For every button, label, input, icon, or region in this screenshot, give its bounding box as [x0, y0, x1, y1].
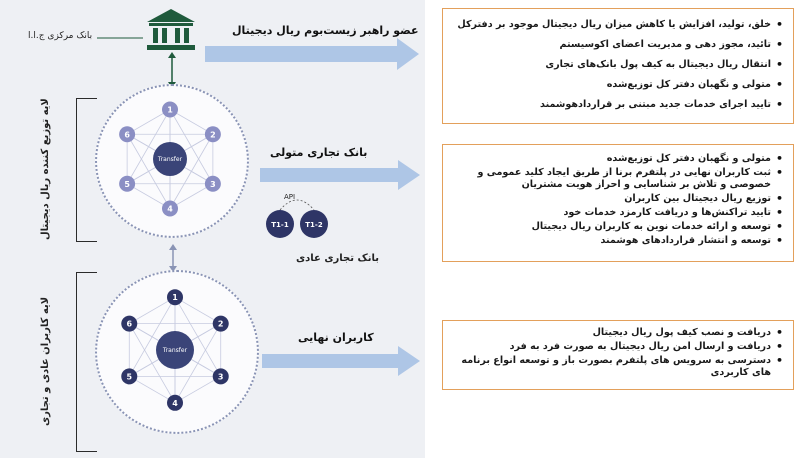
distribution-node-label: 1 [167, 105, 173, 115]
user-node-label: 2 [217, 319, 224, 329]
duty-item: • انتقال ریال دیجیتال به کیف پول بانک‌های تجاری [449, 59, 785, 71]
regular-bank-node-t1-2-label: T1-2 [305, 221, 323, 229]
distribution-network [95, 84, 245, 234]
end-users-duties-box [442, 320, 794, 390]
duty-item: • توزیع ریال دیجیتال بین کاربران [449, 193, 785, 205]
distribution-node-label: 4 [167, 204, 173, 214]
central-bank-duties-list [449, 19, 785, 111]
duty-item: • دریافت و ارسال امن ریال دیجیتال به صورت فرد به فرد [449, 341, 785, 353]
custodian-bank-duties-list [449, 153, 785, 247]
user-node-label: 1 [172, 293, 178, 303]
distribution-layer-bracket [76, 98, 97, 242]
regular-bank-nodes [262, 188, 332, 248]
end-users-role: کاربران نهایی [298, 331, 374, 344]
api-label: API [284, 193, 296, 201]
custodian-bank-duties-box [442, 144, 794, 262]
distribution-node-label: 5 [124, 179, 130, 189]
user-network [95, 270, 255, 430]
duty-item: • متولی و نگهبان دفتر کل توزیع‌شده [449, 79, 785, 91]
duty-item: • دسترسی به سرویس های پلتفرم بصورت باز و توسعه انواع برنامه های کاربردی [449, 355, 785, 379]
central-bank-label: بانک مرکزی ج.ا.ا [28, 31, 93, 41]
end-users-duties-list [449, 327, 785, 379]
duty-item: • ثبت کاربران نهایی در پلتفرم برنا از طریق ایجاد کلید عمومی و خصوصی و تلاش بر شناسایی و احراز هویت مشتریان [449, 167, 785, 191]
central-bank-duties-box [442, 8, 794, 124]
user-hub-label: Transfer [162, 347, 188, 354]
duty-item: • تایید اجرای خدمات جدید مبتنی بر قراردادهوشمند [449, 99, 785, 111]
central-bank-arrow [205, 38, 420, 70]
duty-item: • تائید، مجوز دهی و مدیریت اعضای اکوسیستم [449, 39, 785, 51]
regular-bank-node-t1-1-label: T1-1 [271, 221, 289, 229]
distribution-layer-label: لایه توزیع کننده ریال دیجیتال [40, 98, 51, 240]
distribution-node-label: 2 [210, 130, 216, 140]
user-node-label: 3 [217, 372, 224, 382]
distribution-node-label: 3 [210, 179, 216, 189]
central-bank-role: عضو راهبر زیست‌بوم ریال دیجیتال [232, 24, 419, 37]
end-users-arrow [262, 346, 420, 376]
duty-item: • توسعه و ارائه خدمات نوین به کاربران ریال دیجیتال [449, 221, 785, 233]
regular-bank-label: بانک تجاری عادی [296, 253, 379, 264]
user-layer-bracket [76, 272, 97, 452]
user-node-label: 6 [126, 319, 133, 329]
user-layer-label: لایه کاربران عادی و تجاری [40, 296, 51, 426]
user-node-label: 5 [126, 372, 133, 382]
custodian-bank-arrow [260, 160, 420, 190]
duty-item: • متولی و نگهبان دفتر کل توزیع‌شده [449, 153, 785, 165]
distribution-hub-label: Transfer [157, 156, 183, 163]
duty-item: • توسعه و انتشار قراردادهای هوشمند [449, 235, 785, 247]
custodian-bank-role: بانک تجاری متولی [270, 146, 368, 159]
duty-item: • دریافت و نصب کیف پول ریال دیجیتال [449, 327, 785, 339]
duty-item: • خلق، تولید، افزایش یا کاهش میزان ریال دیجیتال موجود بر دفترکل [449, 19, 785, 31]
duty-item: • تایید تراکنش‌ها و دریافت کارمزد خدمات خود [449, 207, 785, 219]
user-node-label: 4 [172, 398, 178, 408]
distribution-node-label: 6 [124, 130, 130, 140]
